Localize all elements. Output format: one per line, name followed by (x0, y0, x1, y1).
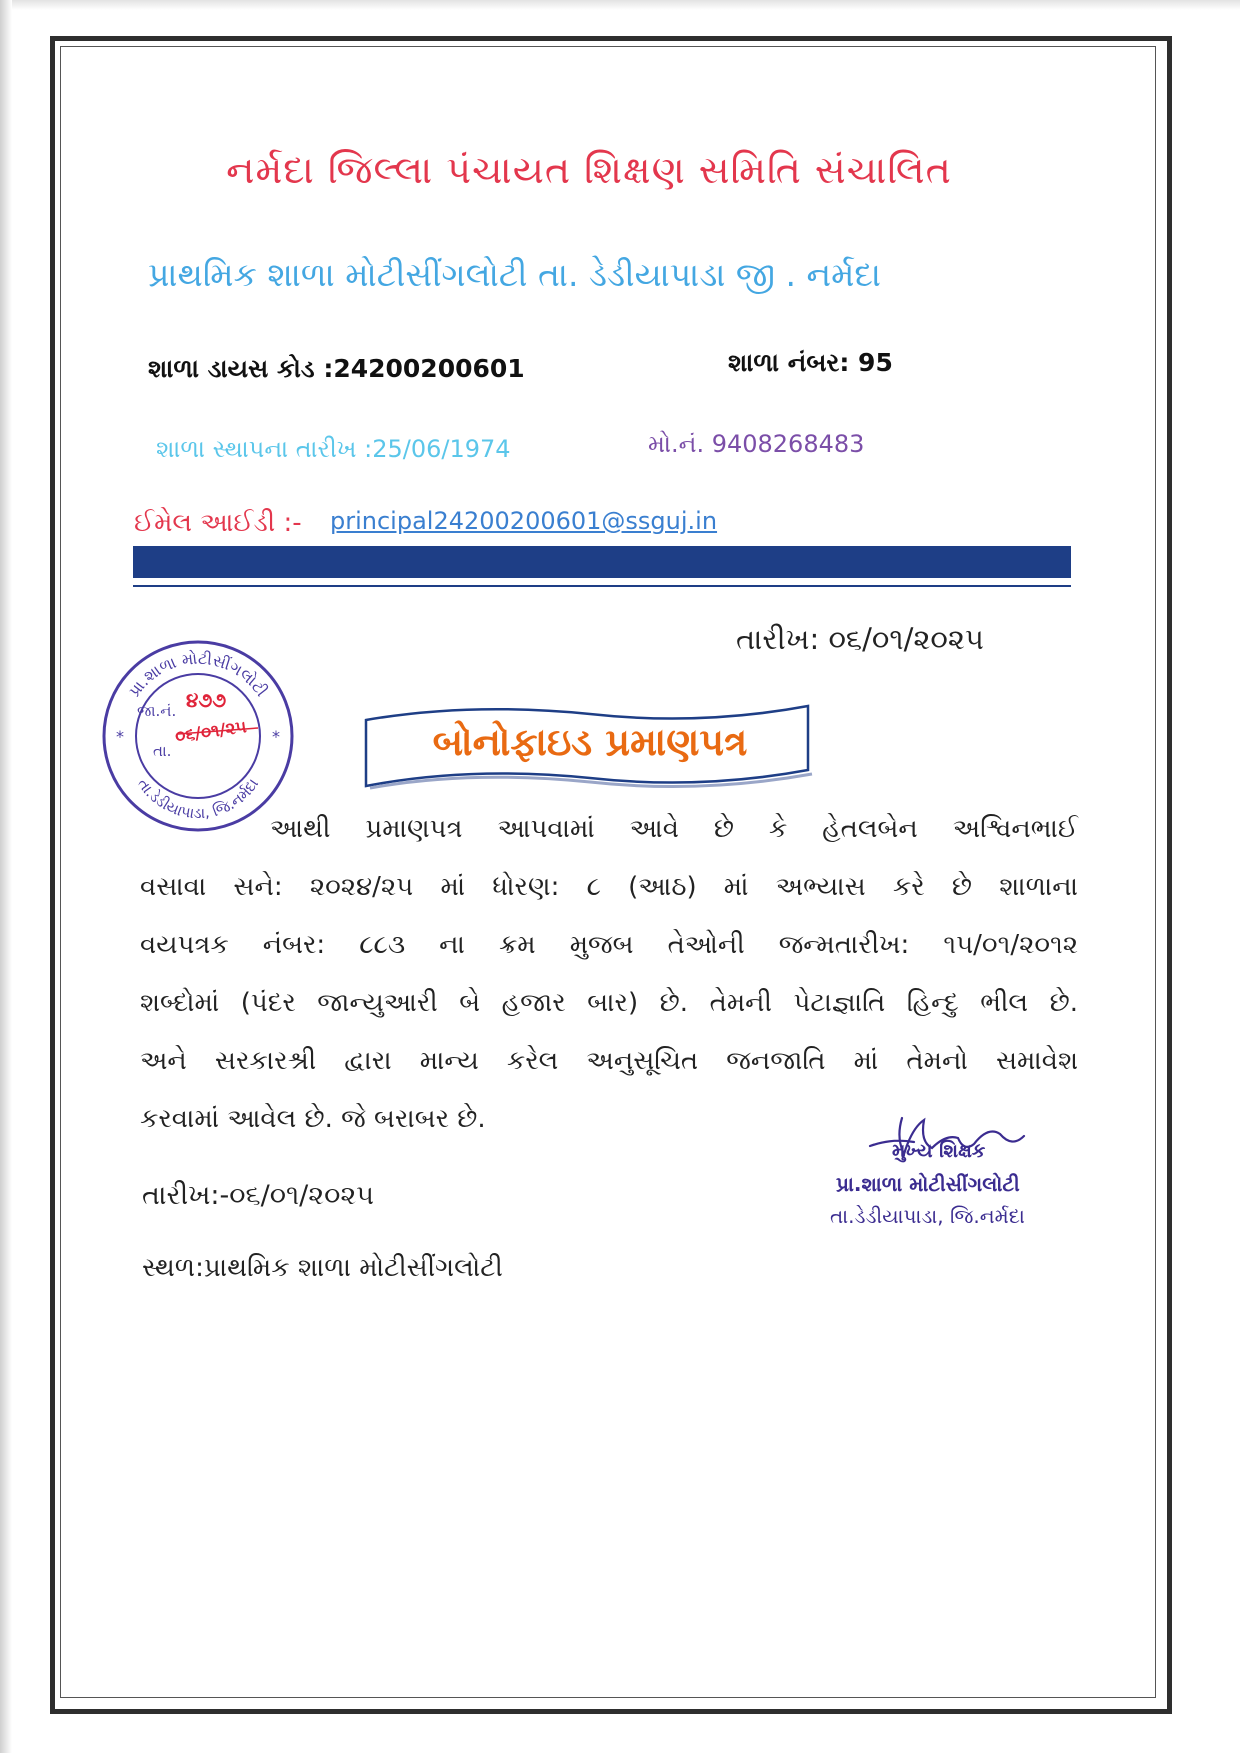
seal-bottom-text: તા.ડેડીયાપાડા, જિ.નર્મદા (133, 775, 263, 823)
seal-date-label: તા. (153, 742, 172, 760)
signatory-place: તા.ડેડીયાપાડા, જિ.નર્મદા (830, 1204, 1025, 1228)
mobile-number: મો.નં. 9408268483 (648, 430, 865, 458)
scan-edge-left (0, 0, 12, 1753)
body-line: વયપત્રક નંબર: ૮૮૩ ના ક્રમ મુજબ તેઓની જન્મતારીખ: ૧૫/૦૧/૨૦૧૨ (140, 930, 1078, 960)
body-line: આથી પ્રમાણપત્ર આપવામાં આવે છે કે હેતલબેન અશ્વિનભાઈ (270, 814, 1078, 844)
signatory-role: મુખ્ય શિક્ષક (892, 1140, 986, 1162)
body-line: શબ્દોમાં (પંદર જાન્યુઆરી બે હજાર બાર) છે. તેમની પેટાજ્ઞાતિ હિન્દુ ભીલ છે. (140, 988, 1078, 1018)
signatory-school: પ્રા.શાળા મોટીસીંગલોટી (836, 1172, 1020, 1196)
dise-code: શાળા ડાયસ કોડ :24200200601 (148, 354, 525, 383)
body-line: અને સરકારશ્રી દ્વારા માન્ય કરેલ અનુસૂચિત જનજાતિ માં તેમનો સમાવેશ (140, 1046, 1078, 1076)
footer-place: સ્થળ:પ્રાથમિક શાળા મોટીસીંગલોટી (142, 1253, 503, 1283)
seal-top-text: પ્રા.શાળા મોટીસીંગલોટી (124, 648, 272, 701)
header-rule-line (133, 585, 1071, 587)
certificate-body (140, 800, 1078, 1148)
body-line: વસાવા સને: ૨૦૨૪/૨૫ માં ધોરણ: ૮ (આઠ) માં અભ્યાસ કરે છે શાળાના (140, 872, 1078, 902)
scan-edge-top (0, 0, 1240, 10)
email-link[interactable]: principal24200200601@ssguj.in (330, 507, 718, 535)
footer-date: તારીખ:-૦૬/૦૧/૨૦૨૫ (142, 1180, 374, 1211)
issue-date: તારીખ: ૦૬/૦૧/૨૦૨૫ (736, 622, 984, 656)
seal-date-value: ૦૬/૦૧/૨૫ (173, 717, 248, 747)
seal-outward-label: જા.નં. (137, 702, 177, 720)
seal-outward-number: ૪૭૭ (186, 688, 227, 712)
email-label: ઈમેલ આઈડી :- (134, 508, 302, 538)
seal-star-left-icon: * (116, 727, 124, 746)
establishment-date: શાળા સ્થાપના તારીખ :25/06/1974 (156, 435, 511, 463)
body-line: કરવામાં આવેલ છે. જે બરાબર છે. (140, 1104, 486, 1134)
committee-heading: નર્મદા જિલ્લા પંચાયત શિક્ષણ સમિતિ સંચાલિત (226, 148, 952, 192)
school-number: શાળા નંબર: 95 (728, 348, 893, 377)
school-heading: પ્રાથમિક શાળા મોટીસીંગલોટી તા. ડેડીયાપાડા જી . નર્મદા (148, 255, 881, 294)
header-rule-bar (133, 546, 1071, 578)
certificate-title: બોનોફાઇડ પ્રમાણપત્ર (432, 720, 748, 764)
seal-star-right-icon: * (272, 727, 280, 746)
